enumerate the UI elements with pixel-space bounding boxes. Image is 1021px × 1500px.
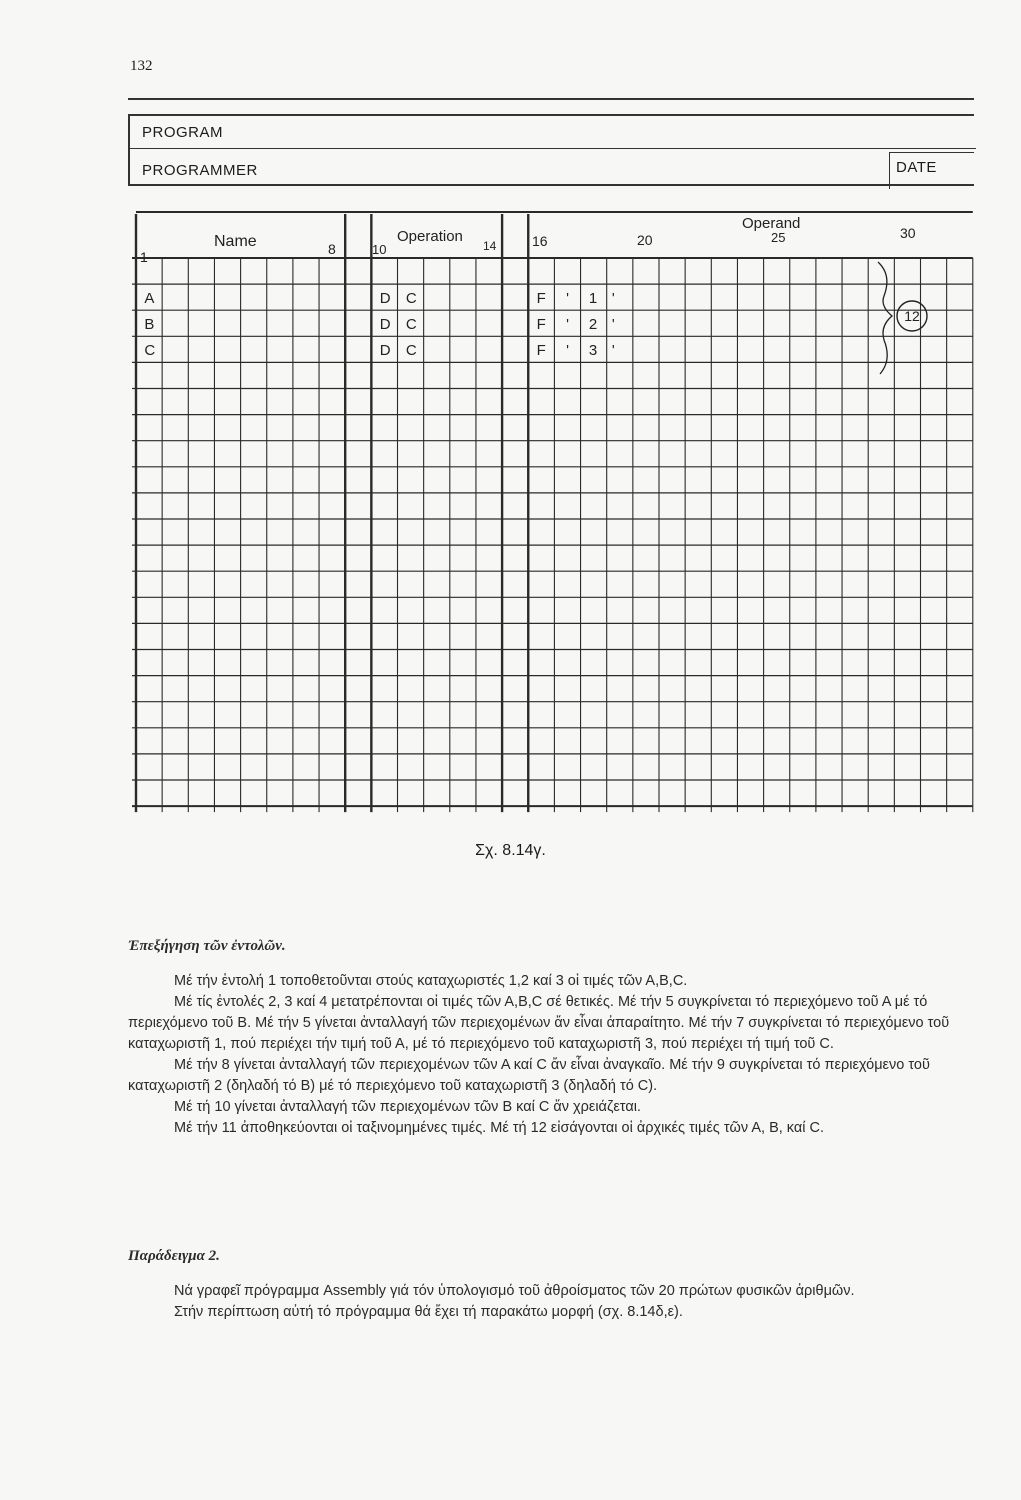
row-operand-char: '	[566, 315, 570, 333]
program-label: PROGRAM	[142, 124, 224, 141]
row-name-label: B	[144, 315, 155, 333]
explanation-heading: Ἐπεξήγηση τῶν ἐντολῶν.	[128, 938, 286, 954]
row-operand-char: F	[536, 315, 546, 333]
row-name-label: A	[144, 289, 155, 307]
explanation-section	[128, 936, 988, 1139]
example-section	[128, 1246, 988, 1323]
col-8-label: 8	[328, 241, 336, 257]
row-operand-char: '	[566, 342, 570, 360]
programmer-label: PROGRAMMER	[142, 162, 258, 179]
explanation-paragraph-3: Μέ τήν 8 γίνεται ἀνταλλαγή τῶν περιεχομένων τῶν Α καί C ἄν εἶναι ἀναγκαῖο. Μέ τήν 9 συγκρίνεται τό περιεχόμενο τοῦ καταχωριστῆ 2 (δηλαδή τό Β) μέ τό περιεχόμενο τοῦ καταχωριστῆ 3 (δηλαδή τό C).	[128, 1057, 930, 1094]
col-14-label: 14	[483, 239, 497, 253]
row-operand-char: 1	[588, 289, 598, 307]
row-operand-char: 2	[588, 315, 598, 333]
row-name-label: C	[144, 342, 156, 360]
example-paragraph-1: Νά γραφεῖ πρόγραμμα Assembly γιά τόν ὑπολογισμό τοῦ ἀθροίσματος τῶν 20 πρώτων φυσικῶν ἀριθμῶν.	[174, 1283, 855, 1299]
row-op-char: D	[379, 289, 391, 307]
row-operand-char: '	[611, 289, 615, 307]
col-name-label: Name	[214, 233, 257, 250]
col-10-label: 10	[372, 242, 387, 257]
row-operand-char: 3	[588, 342, 598, 360]
explanation-paragraph-2: Μέ τίς ἐντολές 2, 3 καί 4 μετατρέπονται οἱ τιμές τῶν Α,Β,C σέ θετικές. Μέ τήν 5 συγκρίνεται τό περιεχόμενο τοῦ Α μέ τό περιεχόμενο τοῦ Β. Μέ τήν 5 γίνεται ἀνταλλαγή τῶν περιεχομένων ἄν εἶναι ἀπαραίτητο. Μέ τήν 7 συγκρίνεται τό περιεχόμενο τοῦ καταχωριστῆ 1, πού περιέχει τήν τιμή τοῦ Α, μέ τό περιεχόμενο τοῦ καταχωριστῆ 3, πού περιέχει τή τιμή τοῦ C.	[128, 994, 950, 1052]
date-label: DATE	[896, 159, 937, 176]
col-25-label: 25	[771, 230, 786, 245]
row-operand-char: '	[611, 315, 615, 333]
col-16-label: 16	[532, 233, 548, 249]
note-number: 12	[904, 308, 920, 324]
explanation-paragraph-1: Μέ τήν ἐντολή 1 τοποθετοῦνται στούς καταχωριστές 1,2 καί 3 οἱ τιμές τῶν Α,Β,C.	[174, 973, 688, 989]
explanation-paragraph-5: Μέ τήν 11 ἀποθηκεύονται οἱ ταξινομημένες τιμές. Μέ τή 12 εἰσάγονται οἱ ἀρχικές τιμές τῶν Α, Β, καί C.	[174, 1120, 825, 1136]
page-number: 132	[130, 58, 153, 74]
curly-brace-icon	[878, 262, 892, 374]
col-operation-label: Operation	[397, 228, 463, 245]
row-op-char: D	[379, 342, 391, 360]
coding-grid	[132, 212, 973, 812]
row-operand-char: F	[536, 342, 546, 360]
row-op-char: C	[405, 315, 417, 333]
col-operand-label: Operand	[742, 215, 801, 232]
row-op-char: C	[405, 289, 417, 307]
row-operand-char: F	[536, 289, 546, 307]
explanation-paragraph-4: Μέ τή 10 γίνεται ἀνταλλαγή τῶν περιεχομένων τῶν Β καί C ἄν χρειάζεται.	[174, 1099, 641, 1115]
row-op-char: C	[405, 342, 417, 360]
row-operand-char: '	[566, 289, 570, 307]
col-20-label: 20	[637, 232, 653, 248]
row-op-char: D	[379, 315, 391, 333]
row-operand-char: '	[611, 342, 615, 360]
figure-caption: Σχ. 8.14γ.	[475, 842, 546, 859]
col-30-label: 30	[900, 225, 916, 241]
brace-note	[878, 262, 927, 374]
col-1-label: 1	[140, 249, 148, 265]
example-heading: Παράδειγμα 2.	[128, 1248, 220, 1264]
example-paragraph-2: Στήν περίπτωση αὐτή τό πρόγραμμα θά ἔχει τή παρακάτω μορφή (σχ. 8.14δ,ε).	[174, 1304, 683, 1320]
